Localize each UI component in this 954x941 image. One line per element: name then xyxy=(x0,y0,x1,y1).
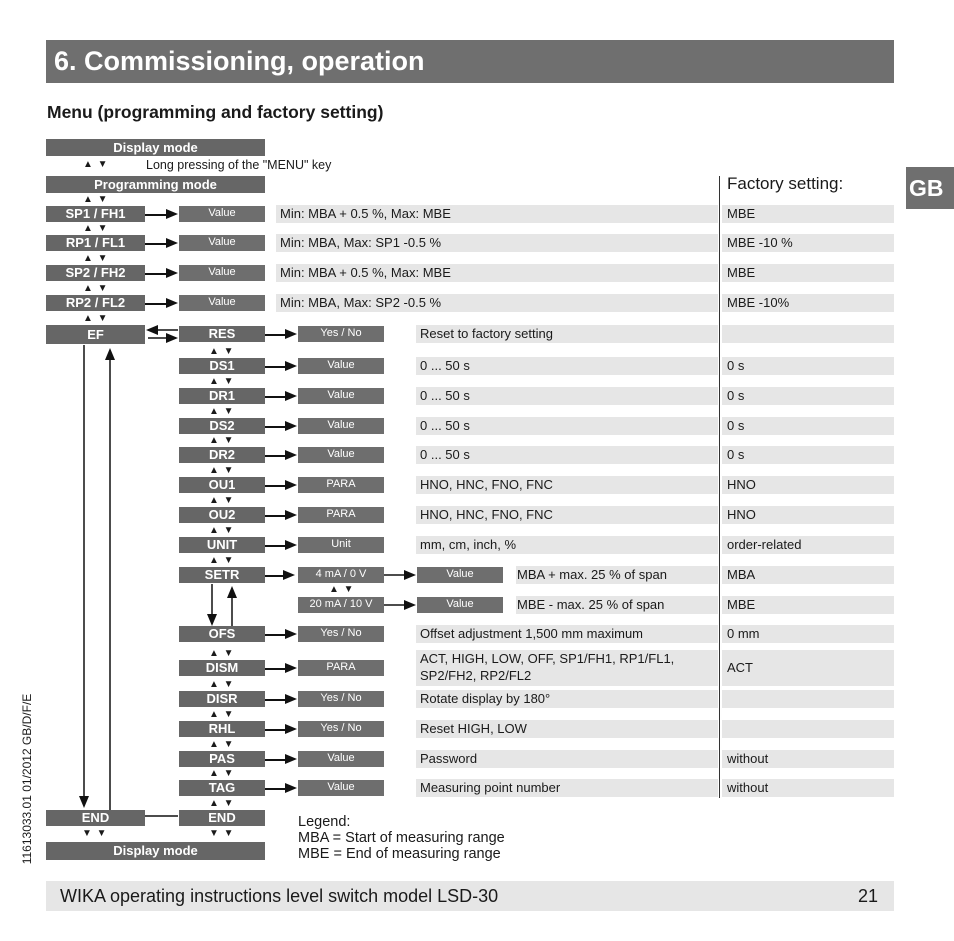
sub-factory: HNO xyxy=(727,477,756,492)
sub-arrow-head xyxy=(285,724,297,734)
sub-item-box: DS2 xyxy=(179,418,265,434)
sub-updown: ▲ ▼ xyxy=(209,679,235,690)
sub-value-box: Yes / No xyxy=(298,721,384,737)
value-box: Value xyxy=(179,295,265,311)
sub-value-box: Unit xyxy=(298,537,384,553)
sub-value-box: Value xyxy=(298,751,384,767)
sub-arrow-head xyxy=(285,663,297,673)
sub-factory: 0 s xyxy=(727,388,745,403)
section-heading: Menu (programming and factory setting) xyxy=(47,102,384,122)
sub-description: Offset adjustment 1,500 mm maximum xyxy=(420,626,644,641)
sub-value-box: Value xyxy=(298,780,384,796)
end-right-arrows: ▼ ▼ xyxy=(209,828,235,839)
sub-value-box: PARA xyxy=(298,477,384,493)
sub-description: mm, cm, inch, % xyxy=(420,537,517,552)
sub-updown: ▲ ▼ xyxy=(209,376,235,387)
sub-updown: ▲ ▼ xyxy=(209,709,235,720)
end-right-box: END xyxy=(179,810,265,826)
sub-factory: 0 mm xyxy=(727,626,760,641)
sub-value-box: PARA xyxy=(298,660,384,676)
sub-updown: ▲ ▼ xyxy=(209,435,235,446)
sub-description: Password xyxy=(420,751,478,766)
sub-arrow-line xyxy=(265,699,287,701)
end-left-box: END xyxy=(46,810,145,826)
legend-title: Legend: xyxy=(298,814,351,830)
sub-factory: order-related xyxy=(727,537,802,552)
sub-factory: without xyxy=(727,751,769,766)
footer-text: WIKA operating instructions level switch model LSD-30 xyxy=(60,886,499,906)
display-mode-top: Display mode xyxy=(46,139,265,156)
sub-item-box: RHL xyxy=(179,721,265,737)
setr-opt2-desc: MBE - max. 25 % of span xyxy=(517,597,665,612)
setr-opt1-factory: MBA xyxy=(727,567,756,582)
sub-arrow-head xyxy=(285,421,297,431)
sub-arrow-head xyxy=(285,450,297,460)
sub-description: Reset to factory setting xyxy=(420,326,553,341)
sub-value-box: Value xyxy=(298,358,384,374)
sub-arrow-head xyxy=(285,783,297,793)
sub-updown: ▲ ▼ xyxy=(209,406,235,417)
sub-updown: ▲ ▼ xyxy=(209,346,235,357)
sub-arrow-line xyxy=(265,455,287,457)
row-factory: MBE -10% xyxy=(727,295,790,310)
sub-value-box: Value xyxy=(298,418,384,434)
sub-arrow-line xyxy=(265,759,287,761)
setr-opt2-box: 20 mA / 10 V xyxy=(298,597,384,613)
sub-value-box: Yes / No xyxy=(298,691,384,707)
sub-value-box: Yes / No xyxy=(298,326,384,342)
setr-opt1-desc: MBA + max. 25 % of span xyxy=(517,567,667,582)
menu-item-box: SP2 / FH2 xyxy=(46,265,145,281)
sub-arrow-line xyxy=(265,788,287,790)
sub-arrow-line xyxy=(265,396,287,398)
sub-updown: ▲ ▼ xyxy=(209,768,235,779)
sub-arrow-line xyxy=(265,485,287,487)
sub-item-box: RES xyxy=(179,326,265,342)
setr-opt2-value: Value xyxy=(417,597,503,613)
setr-opt1-value: Value xyxy=(417,567,503,583)
programming-mode: Programming mode xyxy=(46,176,265,193)
document-code: 11613033.01 01/2012 GB/D/F/E xyxy=(20,693,34,865)
ef-box: EF xyxy=(46,325,145,344)
value-box: Value xyxy=(179,206,265,222)
sub-description: ACT, HIGH, LOW, OFF, SP1/FH1, RP1/FL1, xyxy=(420,651,675,666)
language-tab: GB xyxy=(906,167,954,209)
sub-arrow-line xyxy=(265,545,287,547)
sub-arrow-head xyxy=(285,329,297,339)
row-description: Min: MBA, Max: SP1 -0.5 % xyxy=(280,235,442,250)
value-box: Value xyxy=(179,265,265,281)
row-updown: ▲ ▼ xyxy=(83,283,109,294)
sub-item-box: UNIT xyxy=(179,537,265,553)
display-mode-bottom: Display mode xyxy=(46,842,265,860)
sub-arrow-head xyxy=(285,391,297,401)
sub-arrow-line xyxy=(265,426,287,428)
sub-value-box: PARA xyxy=(298,507,384,523)
sub-factory-bg xyxy=(722,417,894,435)
row-updown: ▲ ▼ xyxy=(83,223,109,234)
sub-description: Reset HIGH, LOW xyxy=(420,721,527,736)
sub-value-box: Value xyxy=(298,388,384,404)
sub-description: 0 ... 50 s xyxy=(420,418,470,433)
sub-factory: HNO xyxy=(727,507,756,522)
sub-description-2: SP2/FH2, RP2/FL2 xyxy=(420,668,532,683)
sub-arrow-head xyxy=(285,361,297,371)
setr-opt1-box: 4 mA / 0 V xyxy=(298,567,384,583)
sub-arrow-head xyxy=(285,480,297,490)
row-factory: MBE -10 % xyxy=(727,235,793,250)
menu-item-box: RP1 / FL1 xyxy=(46,235,145,251)
sub-item-box: DS1 xyxy=(179,358,265,374)
sub-description: Measuring point number xyxy=(420,780,561,795)
sub-description: HNO, HNC, FNO, FNC xyxy=(420,477,553,492)
sub-description: 0 ... 50 s xyxy=(420,358,470,373)
sub-arrow-line xyxy=(265,366,287,368)
sub-updown: ▲ ▼ xyxy=(209,495,235,506)
sub-item-box: DISM xyxy=(179,660,265,676)
setr-updown: ▲ ▼ xyxy=(209,555,235,566)
sub-factory: 0 s xyxy=(727,447,745,462)
updown-arrows: ▲ ▼ xyxy=(83,159,109,170)
sub-arrow-head xyxy=(285,629,297,639)
row-updown: ▲ ▼ xyxy=(83,194,109,205)
sub-arrow-line xyxy=(265,668,287,670)
sub-value-box: Value xyxy=(298,447,384,463)
row-updown: ▲ ▼ xyxy=(83,253,109,264)
sub-item-box: DR1 xyxy=(179,388,265,404)
sub-factory: 0 s xyxy=(727,358,745,373)
setr-arrow-head xyxy=(283,570,295,580)
sub-factory-bg xyxy=(722,387,894,405)
sub-factory-bg xyxy=(722,357,894,375)
menu-item-box: SP1 / FH1 xyxy=(46,206,145,222)
end-updown: ▲ ▼ xyxy=(209,798,235,809)
sub-arrow-line xyxy=(265,634,287,636)
page-number: 21 xyxy=(858,886,879,906)
sub-item-box: PAS xyxy=(179,751,265,767)
sub-updown: ▲ ▼ xyxy=(209,739,235,750)
sub-factory: without xyxy=(727,780,769,795)
row-description: Min: MBA, Max: SP2 -0.5 % xyxy=(280,295,442,310)
sub-description: HNO, HNC, FNO, FNC xyxy=(420,507,553,522)
sub-description: 0 ... 50 s xyxy=(420,447,470,462)
sub-factory: 0 s xyxy=(727,418,745,433)
sub-item-box: OFS xyxy=(179,626,265,642)
page-title: 6. Commissioning, operation xyxy=(54,46,425,76)
sub-arrow-line xyxy=(265,515,287,517)
factory-setting-header: Factory setting: xyxy=(727,174,844,193)
sub-item-box: TAG xyxy=(179,780,265,796)
sub-factory-bg xyxy=(722,720,894,738)
sub-factory: ACT xyxy=(727,660,753,675)
row-factory: MBE xyxy=(727,265,756,280)
end-left-arrows: ▼ ▼ xyxy=(82,828,108,839)
sub-value-box: Yes / No xyxy=(298,626,384,642)
sub-description: Rotate display by 180° xyxy=(420,691,551,706)
legend-mbe: MBE = End of measuring range xyxy=(298,846,501,862)
sub-item-box: OU2 xyxy=(179,507,265,523)
row-description: Min: MBA + 0.5 %, Max: MBE xyxy=(280,206,451,221)
setr-box: SETR xyxy=(179,567,265,583)
ef-updown: ▲ ▼ xyxy=(83,313,109,324)
sub-updown: ▲ ▼ xyxy=(209,525,235,536)
sub-updown: ▲ ▼ xyxy=(209,465,235,476)
sub-arrow-head xyxy=(285,754,297,764)
setr-opt-updown: ▲ ▼ xyxy=(329,584,355,595)
sub-factory-bg xyxy=(722,690,894,708)
sub-arrow-line xyxy=(265,334,287,336)
legend-mba: MBA = Start of measuring range xyxy=(298,830,505,846)
sub-arrow-head xyxy=(285,694,297,704)
sub-arrow-line xyxy=(265,729,287,731)
sub-arrow-head xyxy=(285,540,297,550)
sub-factory-bg xyxy=(722,325,894,343)
sub-updown: ▲ ▼ xyxy=(209,648,235,659)
menu-item-box: RP2 / FL2 xyxy=(46,295,145,311)
sub-arrow-head xyxy=(285,510,297,520)
sub-item-box: DISR xyxy=(179,691,265,707)
sub-description: 0 ... 50 s xyxy=(420,388,470,403)
setr-opt2-factory: MBE xyxy=(727,597,756,612)
value-box: Value xyxy=(179,235,265,251)
sub-item-box: OU1 xyxy=(179,477,265,493)
sub-item-box: DR2 xyxy=(179,447,265,463)
long-press-note: Long pressing of the "MENU" key xyxy=(146,158,332,172)
row-description: Min: MBA + 0.5 %, Max: MBE xyxy=(280,265,451,280)
row-factory: MBE xyxy=(727,206,756,221)
sub-factory-bg xyxy=(722,446,894,464)
